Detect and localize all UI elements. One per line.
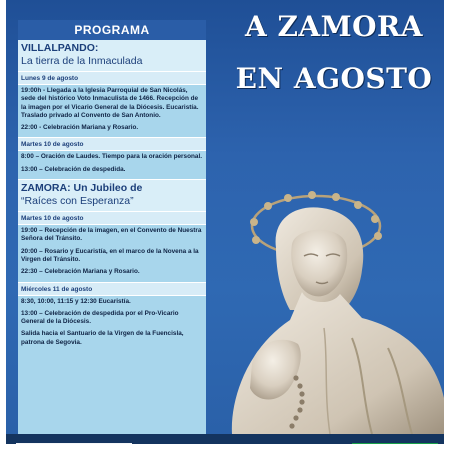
footer-logo-right (352, 443, 438, 444)
section-title-line-2: La tierra de la Inmaculada (21, 55, 143, 67)
program-entry: 8:00 – Oración de Laudes. Tiempo para la oración personal. (21, 153, 203, 161)
section-title-line-2: “Raíces con Esperanza” (21, 195, 134, 208)
day-entries (18, 225, 206, 281)
day-heading: Miércoles 11 de agosto (18, 283, 206, 296)
day-heading: Martes 10 de agosto (18, 212, 206, 225)
program-entry: Salida hacia el Santuario de la Virgen de la Fuencisla, patrona de Segovia. (21, 330, 184, 346)
program-entry: 22:30 – Celebración Mariana y Rosario. (21, 268, 140, 276)
program-entry: 13:00 – Celebración de despedida. (21, 165, 126, 173)
footer-bar (6, 434, 444, 444)
program-entry: 20:00 – Rosario y Eucaristía, en el marco de la Novena a la Virgen del Tránsito. (21, 247, 199, 263)
program-header: PROGRAMA (18, 20, 206, 40)
program-panel (18, 20, 206, 436)
section-title-zamora (18, 180, 206, 212)
statue-image (212, 178, 444, 434)
poster (6, 0, 444, 444)
section-title-line-1: ZAMORA: Un Jubileo de (21, 182, 143, 195)
section-title-line-1: VILLALPANDO: (21, 42, 99, 54)
day-heading: Martes 10 de agosto (18, 138, 206, 151)
day-entries (18, 151, 206, 179)
day-entries (18, 85, 206, 137)
headline-line-1: A ZAMORA (244, 10, 423, 43)
program-entry: 8:30, 10:00, 11:15 y 12:30 Eucaristía. (21, 297, 131, 305)
program-entry: 19:00 – Recepción de la imagen, en el Convento de Nuestra Señora del Tránsito. (21, 227, 202, 243)
day-entries (18, 296, 206, 352)
program-entry: 19:00h - Llegada a la Iglesia Parroquial de San Nicolás, sede del histórico Voto Inmaculista de 1466. Recepción de la imagen por el Vicario General de la Diócesis. Eucaristía. Traslado privado al Convento de San Antonio. (21, 87, 199, 119)
section-title-villalpando (18, 40, 206, 72)
footer-logo-left (16, 443, 132, 444)
program-entry: 22:00 - Celebración Mariana y Rosario. (21, 124, 139, 132)
day-heading: Lunes 9 de agosto (18, 72, 206, 85)
program-entry: 13:00 – Celebración de despedida por el Pro-Vicario General de la Diócesis. (21, 309, 179, 326)
headline-line-2: EN AGOSTO (235, 62, 433, 95)
